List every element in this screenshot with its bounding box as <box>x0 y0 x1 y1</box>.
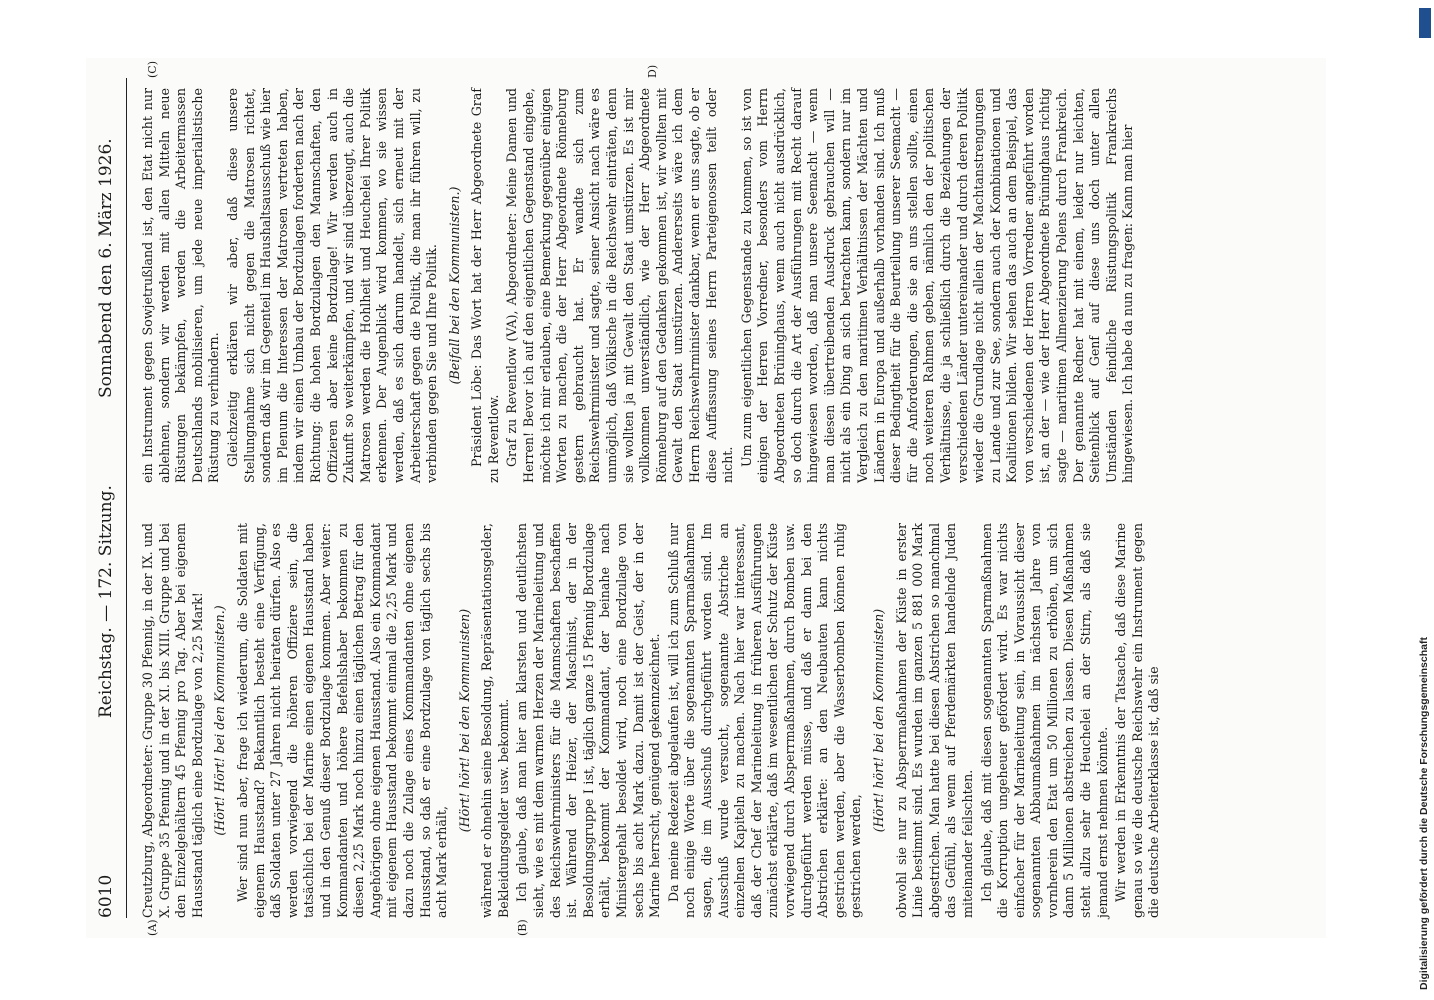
paragraph: obwohl sie nur zu Absperrmaßnahmen der Küste in erster Linie bestimmt sind. Es wurden im ganzen 5 881 000 Mark abgestrichen. Man hatte bei diesen Abstrichen so manchmal das Gefühl, als wenn auf Pferdemärkten handelnde Juden miteinander feilschten. <box>893 523 975 918</box>
page-sheet <box>86 58 1326 938</box>
paragraph: Wir werden in Erkenntnis der Tatsache, daß diese Marine genau so wie die deutsche Reichswehr ein Instrument gegen die deutsche Arbeiterklasse ist, daß sie <box>1113 523 1162 918</box>
margin-mark-c: (C) <box>146 61 159 78</box>
paragraph: Präsident Löbe: Das Wort hat der Herr Abgeordnete Graf zu Reventlow. <box>469 88 501 483</box>
page-number: 6010 <box>96 874 116 918</box>
interjection: (Hört! hört! bei den Kommunisten) <box>456 608 472 833</box>
paragraph: Da meine Redezeit abgelaufen ist, will ich zum Schluß nur noch einige Worte über die sogenannten Sparmaßnahmen sagen, die im Ausschuß durchgeführt worden sind. Im Ausschuß wurde versucht, sogenannte Abstriche an einzelnen Kapiteln zu machen. Nach hier war interessant, daß der Chef der Marineleitung in früheren Ausführungen zunächst erklärte, daß im wesentlichen der Schutz der Küste vorwiegend durch Absperrmaßnahmen, durch Bomben usw. durchgeführt werden müsse, und daß er dann bei den Abstrichen erklärte: an den Neubauten kann nichts gestrichen werden, aber die Wasserbomben können ruhig gestrichen werden, <box>665 523 864 918</box>
paragraph: Wer sind nun aber, frage ich wiederum, die Soldaten mit eigenem Hausstand? Bekanntlich besteht eine Verfügung, daß Soldaten unter 27 Jahren nicht heiraten dürfen. Also es werden vorwiegend die höheren Offiziere sein, die tatsächlich bei der Marine einen eigenen Hausstand haben und in den Genuß dieser Bordzulage kommen. Aber weiter: Kommandanten und höhere Befehlshaber bekommen zu diesen 2,25 Mark noch hinzu einen täglichen Betrag für den Angehörigen ohne eigenen Hausstand. Also ein Kommandant mit eigenem Hausstand bekommt einmal die 2,25 Mark und dazu noch die Zulage eines Kommandanten ohne eigenen Hausstand, so daß er eine Bordzulage von täglich sechs bis acht Mark erhält, <box>234 523 450 918</box>
interjection: (Beifall bei den Kommunisten.) <box>446 186 462 385</box>
left-column <box>140 523 1165 918</box>
paragraph: während er ohnehin seine Besoldung, Repräsentationsgelder, Bekleidungsgelder usw. bekommt. <box>479 523 511 918</box>
paragraph: Graf zu Reventlow (VA), Abgeordneter: Meine Damen und Herren! Bevor ich auf den eigentlichen Gegenstand eingehe, möchte ich mir erlauben, eine Bemerkung gegenüber einigen Worten zu machen, die der Herr Abgeordnete Rönneburg gestern gebraucht hat. Er wandte sich zum Reichswehrminister und sagte, seiner Ansicht nach wäre es unmöglich, daß Völkische in die Reichswehr einträten, denn sie wollten ja mit Gewalt den Staat umstürzen. Es ist mir vollkommen unverständlich, wie der Herr Abgeordnete Rönneburg auf den Gedanken gekommen ist, wir wollten mit Gewalt den Staat umstürzen. Andererseits wäre ich dem Herrn Reichswehrminister dankbar, wenn er uns sagte, ob er diese Auffassung seines Herrn Parteigenossen teilt oder nicht. <box>504 88 736 483</box>
session-title: Reichstag. — 172. Sitzung. <box>96 485 116 718</box>
running-header <box>96 78 126 918</box>
right-column <box>140 88 1139 483</box>
paragraph: Ich glaube, daß mit diesen sogenannten Sparmaßnahmen die Korruption ungeheuer gefördert wird. Es war nichts einfacher für der Marineleitung sein, in Voraussicht dieser sogenannten Abbaumaßnahmen im nächsten Jahre von vornherein den Etat um 50 Millionen zu erhöhen, um sich dann 5 Millionen abstreichen zu lassen. Diesen Maßnahmen steht allzu sehr die Heuchelei an der Stirn, als daß sie jemand ernst nehmen könnte. <box>978 523 1110 918</box>
paragraph: ein Instrument gegen Sowjetrußland ist, den Etat nicht nur ablehnen, sondern wir werden mit allen Mitteln neue Rüstungen bekämpfen, werden die Arbeitermassen Deutschlands mobilisieren, um jede neue imperialistische Rüstung zu verhindern. <box>140 88 222 483</box>
margin-mark-d: D) <box>646 64 659 78</box>
session-date: Sonnabend den 6. März 1926. <box>96 138 116 398</box>
paragraph: Ich glaube, daß man hier am klarsten und deutlichsten sieht, wie es mit dem warmen Herzen der Marineleitung und des Reichswehrministers für die Mannschaften beschaffen ist. Während der Heizer, der Maschinist, der in der Besoldungsgruppe I ist, täglich ganze 15 Pfennig Bordzulage erhält, bekommt der Kommandant, der beinahe nach Ministergehalt besoldet wird, noch eine Bordzulage von sechs bis acht Mark dazu. Damit ist der Geist, der in der Marine herrscht, genügend gekennzeichnet. <box>514 523 663 918</box>
interjection: (Hört! hört! bei den Kommunisten) <box>870 608 886 833</box>
paragraph: Gleichzeitig erklären wir aber, daß diese unsere Stellungnahme sich nicht gegen die Matrosen richtet, sondern daß wir im Gegenteil im Haushaltsausschuß wie hier im Plenum die Interessen der Matrosen vertreten haben, indem wir einen Umbau der Bordzulagen forderten nach der Richtung: die hohen Bordzulagen den Mannschaften, den Offizieren aber keine Bordzulage! Wir werden auch in Zukunft so weiterkämpfen, und wir sind überzeugt, auch die Matrosen werden die Hohlheit und Heuchelei Ihrer Politik erkennen. Der Augenblick wird kommen, wo sie wissen werden, daß es sich darum handelt, sich erneut mit der Arbeiterschaft gegen die Politik, die man ihr führen will, zu verbinden gegen Sie und Ihre Politik. <box>224 88 440 483</box>
paragraph: Creutzburg, Abgeordneter: Gruppe 30 Pfennig, in der IX. und X. Gruppe 35 Pfennig und in der XI. bis XIII. Gruppe und bei den Einzelgehältern 45 Pfennig pro Tag. Aber bei eigenem Hausstand täglich eine Bordzulage von 2,25 Mark! <box>140 523 205 918</box>
rotated-page-content <box>86 58 1326 938</box>
margin-mark-a: (A) <box>146 919 159 936</box>
header-rule <box>126 78 127 918</box>
margin-mark-b: (B) <box>516 919 529 936</box>
digitization-credit: Digitalisierung gefördert durch die Deutsche Forschungsgemeinschaft <box>1418 637 1430 990</box>
interjection: (Hört! Hört! bei den Kommunisten.) <box>212 605 228 836</box>
paragraph: Um zum eigentlichen Gegenstande zu kommen, so ist von einigen der Herren Vorredner, besonders vom Herrn Abgeordneten Brüninghaus, wenn auch nicht ausdrücklich, so doch durch die Art der Ausführungen mit Recht darauf hingewiesen worden, daß man unsere Seemacht — wenn man diesen übertreibenden Ausdruck gebrauchen will — nicht als ein Ding an sich betrachten kann, sondern nur im Vergleich zu den maritimen Verhältnissen der Mächten und Ländern in Europa und außerhalb vorhanden sind. Ich muß dieser Bedingtheit für die Beurteilung unserer Seemacht — für die Anforderungen, die sie an uns stellen sollte, einen noch weiteren Rahmen geben, nämlich den der politischen Verhältnisse, die ja schließlich durch die Beziehungen der verschiedenen Länder untereinander und durch deren Politik wieder die Grundlage nicht allein der Machtanstrengungen zu Lande und zur See, sondern auch der Kombinationen und Koalitionen bilden. Wir sehen das auch an dem Beispiel, das von verschiedenen der Herren Vorredner angeführt worden ist, an der — wie der Herr Abgeordnete Brüninghaus richtig sagte — maritimen Allmenzierung Polens durch Frankreich. Der genannte Redner hat mit einem, leider nur leichten, Seitenblick auf Genf auf diese uns doch unter allen Umständen feindliche Rüstungspolitik Frankreichs hingewiesen. Ich habe da nun zu fragen: Kann man hier <box>738 88 1136 483</box>
